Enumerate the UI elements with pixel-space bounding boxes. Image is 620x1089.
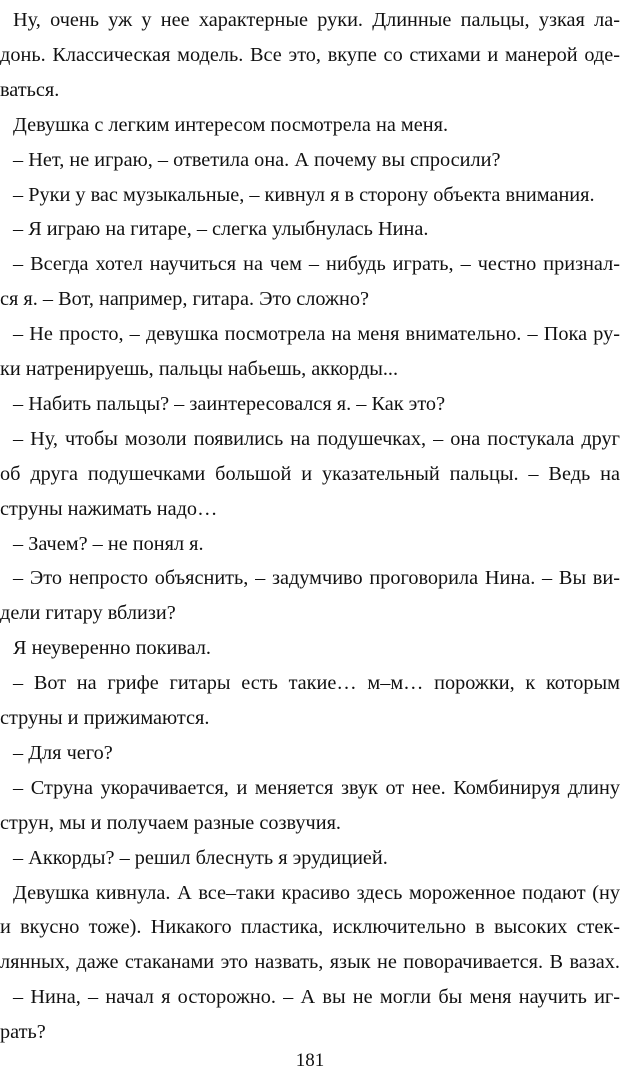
- text-line: – Набить пальцы? – заинтересовался я. – Как это?: [13, 392, 446, 415]
- text-line: ки натренируешь, пальцы набьешь, аккорды...: [0, 358, 399, 380]
- text-line: – Зачем? – не понял я.: [13, 532, 204, 555]
- text-line: – Это непросто объяснить, – задумчиво проговорила Нина. – Вы ви-: [13, 567, 620, 590]
- text-line: – Вот на грифе гитары есть такие… м–м… порожки, к которым: [13, 672, 620, 695]
- text-line: – Для чего?: [13, 741, 113, 764]
- text-line: дели гитару вблизи?: [0, 602, 176, 625]
- text-line: струн, мы и получаем разные созвучия.: [0, 811, 342, 834]
- text-line: ся я. – Вот, например, гитара. Это сложно?: [0, 288, 370, 311]
- text-line: – Струна укорачивается, и меняется звук от нее. Комбинируя длину: [13, 776, 620, 799]
- text-line: струны и прижимаются.: [0, 707, 210, 729]
- text-line: и вкусно тоже). Никакого пластика, исключительно в высоких стек-: [0, 916, 620, 939]
- text-line: Девушка с легким интересом посмотрела на меня.: [13, 113, 449, 136]
- text-line: – Ну, чтобы мозоли появились на подушечках, – она постукала друг: [13, 427, 620, 450]
- text-line: – Нет, не играю, – ответила она. А почему вы спросили?: [13, 148, 501, 171]
- text-line: рать?: [0, 1021, 46, 1044]
- text-line: донь. Классическая модель. Все это, вкупе со стихами и манерой оде-: [0, 43, 620, 66]
- text-line: струны нажимать надо…: [0, 497, 218, 520]
- text-line: Я неуверенно покивал.: [13, 637, 211, 660]
- text-line: – Аккорды? – решил блеснуть я эрудицией.: [13, 846, 388, 869]
- text-line: – Я играю на гитаре, – слегка улыбнулась Нина.: [13, 218, 429, 241]
- text-line: – Не просто, – девушка посмотрела на меня внимательно. – Пока ру-: [13, 323, 620, 346]
- text-line: – Руки у вас музыкальные, – кивнул я в сторону объекта внимания.: [13, 183, 595, 206]
- text-line: об друга подушечками большой и указательный пальцы. – Ведь на: [0, 462, 620, 485]
- text-line: – Нина, – начал я осторожно. – А вы не могли бы меня научить иг-: [13, 986, 620, 1009]
- text-line: – Всегда хотел научиться на чем – нибудь играть, – честно признал-: [13, 253, 620, 276]
- text-line: Ну, очень уж у нее характерные руки. Длинные пальцы, узкая ла-: [13, 9, 620, 31]
- text-line: ваться.: [0, 78, 60, 101]
- text-line: лянных, даже стаканами это назвать, язык не поворачивается. В вазах.: [0, 951, 620, 974]
- page-number: 181: [295, 1050, 325, 1071]
- text-line: Девушка кивнула. А все–таки красиво здесь мороженное подают (ну: [13, 881, 620, 904]
